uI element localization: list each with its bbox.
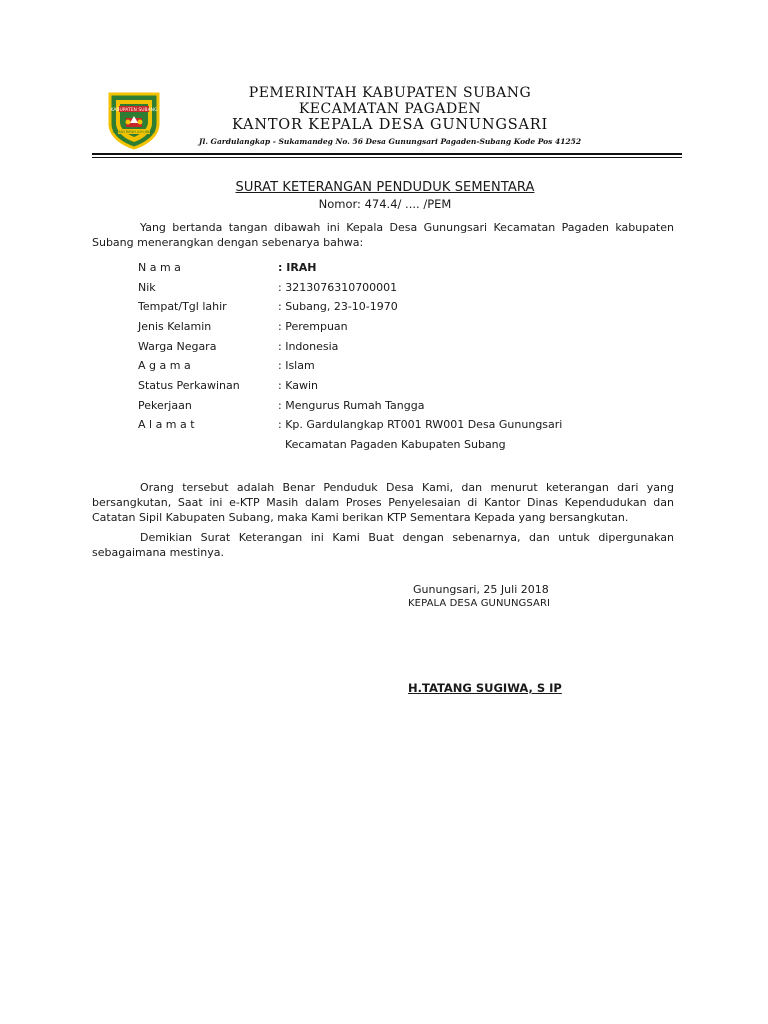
letterhead-rule-thin [92, 157, 682, 158]
statement-paragraph: Orang tersebut adalah Benar Penduduk Desa Kami, dan menurut keterangan dari yang bersangkutan, Saat ini e-KTP Masih dalam Proses Penyelesaian di Kantor Dinas Kependudukan dan Catatan Sipil Kabupaten Subang, maka Kami berikan KTP Sementara Kepada yang bersangkutan. [92, 481, 674, 524]
field-row-religion [138, 359, 538, 375]
field-value: : Kawin [278, 379, 318, 392]
field-row-birth [138, 300, 538, 316]
signature-place-date: Gunungsari, 25 Juli 2018 [413, 583, 549, 596]
regency-emblem-logo [104, 90, 164, 150]
signature-name: H.TATANG SUGIWA, S IP [408, 681, 562, 695]
field-value: : Kp. Gardulangkap RT001 RW001 Desa Gunungsari [278, 418, 563, 431]
closing-paragraph: Demikian Surat Keterangan ini Kami Buat dengan sebenarnya, dan untuk dipergunakan sebagaimana mestinya. [92, 531, 674, 559]
field-row-address [138, 418, 578, 434]
field-value: : Indonesia [278, 340, 339, 353]
field-value: : Islam [278, 359, 315, 372]
field-value: : Mengurus Rumah Tangga [278, 399, 425, 412]
letter-number: Nomor: 474.4/ .... /PEM [318, 197, 452, 211]
letterhead-rule-thick [92, 153, 682, 155]
field-row-occupation [138, 399, 538, 415]
field-value: : IRAH [278, 261, 317, 274]
field-label: A l a m a t [138, 418, 195, 431]
field-row-nik [138, 281, 538, 297]
field-label: Status Perkawinan [138, 379, 240, 392]
field-value: : 3213076310700001 [278, 281, 398, 294]
field-value: : Subang, 23-10-1970 [278, 300, 398, 313]
letterhead-address: Jl. Gardulangkap - Sukamandeg No. 56 Desa Gunungsari Pagaden-Subang Kode Pos 41252 [198, 137, 582, 146]
field-row-nationality [138, 340, 538, 356]
intro-paragraph: Yang bertanda tangan dibawah ini Kepala Desa Gunungsari Kecamatan Pagaden kabupaten Subang menerangkan dengan sebenarya bahwa: [92, 221, 674, 249]
field-label: Tempat/Tgl lahir [138, 300, 227, 313]
field-label: Pekerjaan [138, 399, 192, 412]
field-label: Nik [138, 281, 156, 294]
signature-position: KEPALA DESA GUNUNGSARI [408, 598, 551, 609]
field-label: Jenis Kelamin [138, 320, 212, 333]
field-row-marital [138, 379, 538, 395]
field-label: A g a m a [138, 359, 191, 372]
field-label: Warga Negara [138, 340, 217, 353]
logo-bottom-text: GEMAH RIPAH LOH JINAWI [112, 130, 156, 134]
letter-title: SURAT KETERANGAN PENDUDUK SEMENTARA [235, 180, 535, 195]
letterhead-office: KANTOR KEPALA DESA GUNUNGSARI [232, 117, 548, 133]
address-line-2: Kecamatan Pagaden Kabupaten Subang [285, 438, 506, 451]
field-label: N a m a [138, 261, 181, 274]
field-row-gender [138, 320, 538, 336]
logo-top-text: KABUPATEN SUBANG [110, 108, 158, 113]
letterhead-government: PEMERINTAH KABUPATEN SUBANG [248, 85, 532, 101]
field-row-name [138, 261, 538, 277]
field-value: : Perempuan [278, 320, 348, 333]
letterhead-district: KECAMATAN PAGADEN [298, 101, 482, 117]
